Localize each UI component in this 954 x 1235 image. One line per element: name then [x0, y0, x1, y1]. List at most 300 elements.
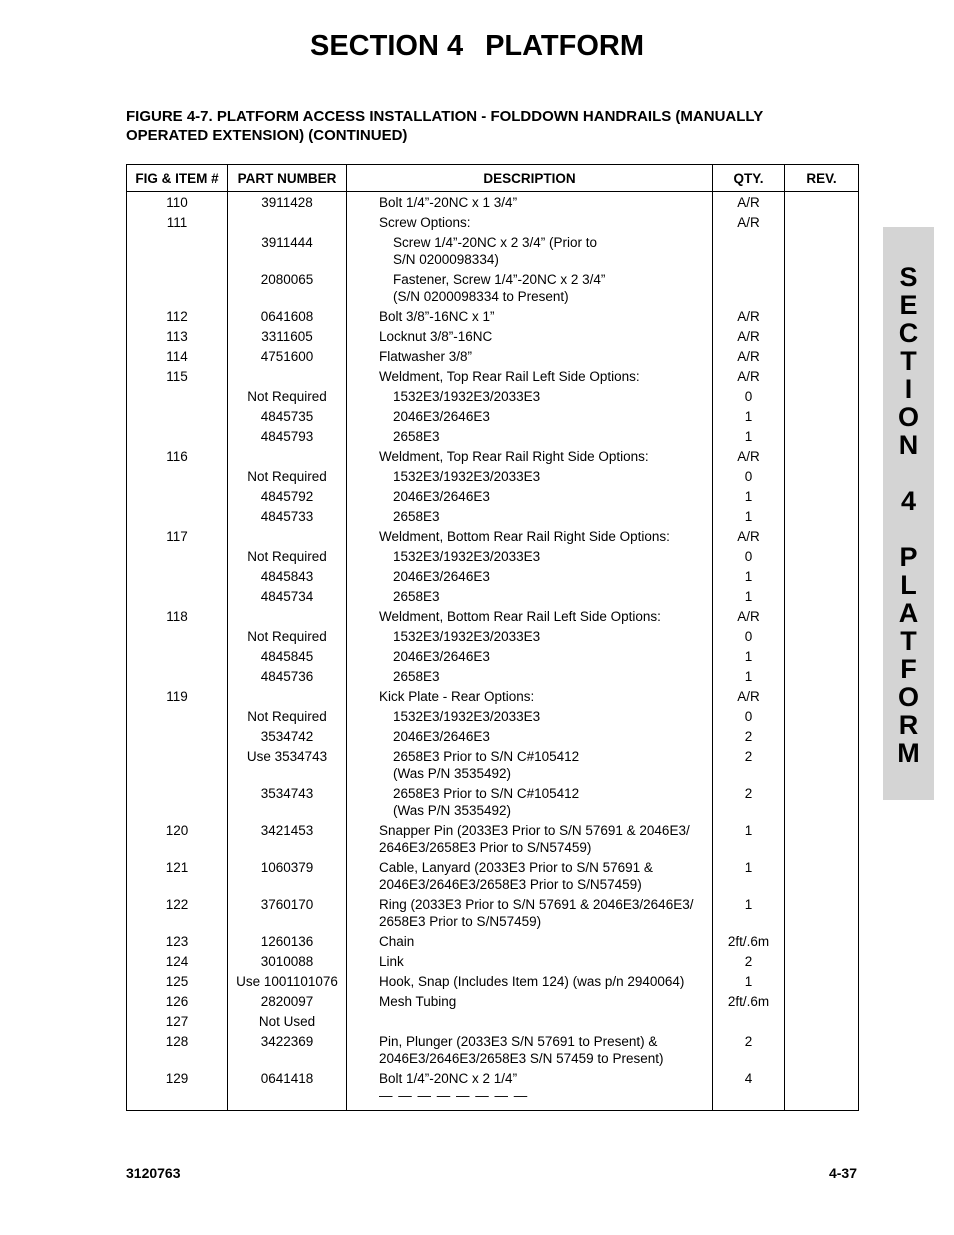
side-tab-letter: C	[898, 318, 919, 348]
cell-qty	[713, 527, 785, 547]
table-row	[127, 747, 859, 784]
cell-rev	[785, 567, 859, 587]
table-row	[127, 467, 859, 487]
cell-description	[347, 667, 713, 687]
cell-part-number	[228, 192, 347, 213]
cell-qty-text: 0	[744, 549, 753, 564]
side-tab-letter: 4	[900, 486, 917, 516]
figure-title-line2: OPERATED EXTENSION) (CONTINUED)	[126, 127, 408, 144]
cell-item	[127, 367, 228, 387]
cell-description-line2: 2658E3 Prior to S/N57459)	[379, 914, 542, 929]
cell-description-text: 1532E3/1932E3/2033E3	[393, 469, 541, 484]
cell-rev	[785, 627, 859, 647]
cell-part-number	[228, 952, 347, 972]
cell-description-text: Weldment, Top Rear Rail Right Side Options:	[379, 449, 649, 464]
cell-part-number-text: 3422369	[260, 1034, 314, 1049]
cell-part-number-text: Use 3534743	[246, 749, 328, 764]
cell-item	[127, 667, 228, 687]
cell-description-text: 2658E3 Prior to S/N C#105412	[393, 749, 580, 764]
cell-description-text: Screw 1/4”-20NC x 2 3/4” (Prior to	[393, 235, 598, 250]
cell-part-number	[228, 858, 347, 895]
document-number: 3120763	[126, 1165, 181, 1181]
table-row	[127, 895, 859, 932]
cell-description	[347, 192, 713, 213]
column-header-fig-item: FIG & ITEM #	[127, 165, 228, 192]
cell-rev	[785, 307, 859, 327]
cell-description	[347, 1069, 713, 1111]
table-row	[127, 607, 859, 627]
cell-description	[347, 270, 713, 307]
cell-qty-text: 1	[744, 429, 753, 444]
cell-rev	[785, 407, 859, 427]
cell-item	[127, 487, 228, 507]
cell-item	[127, 233, 228, 270]
cell-rev	[785, 427, 859, 447]
table-row	[127, 487, 859, 507]
cell-description-line2: (Was P/N 3535492)	[393, 803, 512, 818]
cell-description-text: 1532E3/1932E3/2033E3	[393, 709, 541, 724]
cell-rev	[785, 972, 859, 992]
cell-description-line2: 2046E3/2646E3/2658E3 Prior to S/N57459)	[379, 877, 642, 892]
side-tab-letter: O	[897, 682, 919, 712]
cell-item	[127, 952, 228, 972]
cell-qty-text: 1	[744, 589, 753, 604]
cell-description	[347, 952, 713, 972]
cell-description	[347, 367, 713, 387]
cell-part-number-text: 4845734	[260, 589, 314, 604]
cell-rev	[785, 952, 859, 972]
figure-title	[126, 107, 846, 145]
cell-item	[127, 895, 228, 932]
cell-part-number-text: 4845733	[260, 509, 314, 524]
cell-part-number	[228, 932, 347, 952]
cell-item-text: 111	[166, 215, 188, 230]
cell-description	[347, 467, 713, 487]
cell-qty-text: 1	[744, 409, 753, 424]
cell-rev	[785, 647, 859, 667]
cell-part-number-text: Use 1001101076	[236, 974, 338, 989]
cell-description	[347, 407, 713, 427]
cell-qty-text: 1	[744, 974, 753, 989]
cell-part-number	[228, 667, 347, 687]
cell-description-text: 2046E3/2646E3	[393, 489, 490, 504]
cell-description	[347, 727, 713, 747]
cell-item-text: 119	[166, 689, 188, 704]
cell-item	[127, 747, 228, 784]
cell-part-number	[228, 233, 347, 270]
cell-part-number-text: Not Required	[247, 549, 327, 564]
cell-description-text: Screw Options:	[379, 215, 471, 230]
cell-part-number-text: 3911428	[261, 195, 313, 210]
cell-qty-text: 1	[744, 649, 753, 664]
cell-item	[127, 727, 228, 747]
cell-qty	[713, 192, 785, 213]
cell-item-text: 120	[165, 823, 189, 838]
side-tab-spacer	[883, 515, 934, 543]
cell-qty	[713, 447, 785, 467]
section-title: PLATFORM	[485, 30, 645, 62]
cell-description-text: Mesh Tubing	[379, 994, 457, 1009]
cell-rev	[785, 1012, 859, 1032]
cell-part-number	[228, 1032, 347, 1069]
cell-description-text: 2658E3	[393, 429, 440, 444]
table-row	[127, 307, 859, 327]
cell-qty-text: 2	[744, 954, 753, 969]
cell-rev	[785, 821, 859, 858]
cell-item	[127, 687, 228, 707]
cell-item-text: 126	[165, 994, 189, 1009]
side-tab-letter: N	[898, 430, 919, 460]
cell-rev	[785, 727, 859, 747]
cell-part-number	[228, 213, 347, 233]
cell-qty	[713, 1069, 785, 1111]
section-number: SECTION 4	[309, 30, 464, 62]
cell-part-number-text: 3010088	[260, 954, 314, 969]
cell-rev	[785, 667, 859, 687]
table-row	[127, 992, 859, 1012]
cell-part-number	[228, 547, 347, 567]
table-row	[127, 727, 859, 747]
cell-description-text: 2658E3	[393, 589, 440, 604]
cell-item-text: 123	[165, 934, 189, 949]
cell-qty-text: 0	[744, 469, 753, 484]
cell-item-text: 116	[166, 449, 188, 464]
side-tab-letter: T	[900, 346, 917, 376]
cell-description-text: 2046E3/2646E3	[393, 649, 490, 664]
cell-item-text: 112	[166, 309, 188, 324]
cell-qty	[713, 487, 785, 507]
cell-item	[127, 467, 228, 487]
cell-description	[347, 895, 713, 932]
cell-qty	[713, 213, 785, 233]
cell-qty	[713, 547, 785, 567]
cell-rev	[785, 347, 859, 367]
side-tab-letter: M	[897, 738, 920, 768]
side-tab-letter: T	[900, 626, 917, 656]
column-header-rev: REV.	[785, 165, 859, 192]
cell-rev	[785, 213, 859, 233]
cell-item	[127, 547, 228, 567]
side-tab-letter: O	[897, 402, 919, 432]
cell-part-number	[228, 587, 347, 607]
cell-qty	[713, 992, 785, 1012]
cell-item-text: 129	[165, 1071, 189, 1086]
cell-rev	[785, 687, 859, 707]
cell-rev	[785, 895, 859, 932]
column-header-part-number: PART NUMBER	[228, 165, 347, 192]
table-row	[127, 567, 859, 587]
table-row	[127, 1069, 859, 1111]
parts-table	[126, 164, 859, 1111]
cell-part-number	[228, 647, 347, 667]
cell-description-text: 2658E3	[393, 669, 440, 684]
cell-part-number	[228, 747, 347, 784]
cell-part-number-text: Not Used	[258, 1014, 316, 1029]
table-row	[127, 627, 859, 647]
side-tab-letter: F	[900, 654, 917, 684]
cell-part-number	[228, 687, 347, 707]
cell-qty	[713, 587, 785, 607]
cell-description-text: 1532E3/1932E3/2033E3	[393, 629, 541, 644]
page-number: 4-37	[828, 1165, 857, 1181]
cell-qty	[713, 567, 785, 587]
cell-rev	[785, 1069, 859, 1111]
table-row	[127, 932, 859, 952]
table-row	[127, 952, 859, 972]
side-tab-letter: S	[899, 262, 918, 292]
cell-item	[127, 784, 228, 821]
cell-description	[347, 992, 713, 1012]
cell-description	[347, 607, 713, 627]
cell-description	[347, 427, 713, 447]
cell-qty-text: 2ft/.6m	[727, 994, 770, 1009]
cell-rev	[785, 547, 859, 567]
cell-part-number-text: Not Required	[247, 469, 327, 484]
cell-part-number	[228, 607, 347, 627]
cell-item	[127, 387, 228, 407]
table-row	[127, 784, 859, 821]
side-tab-letter: R	[898, 710, 919, 740]
cell-qty	[713, 932, 785, 952]
side-tab-letter: E	[899, 290, 918, 320]
cell-qty	[713, 270, 785, 307]
cell-part-number-text: 1060379	[260, 860, 314, 875]
cell-description-text: 2658E3	[393, 509, 440, 524]
cell-item	[127, 427, 228, 447]
cell-item	[127, 587, 228, 607]
cell-qty-text: 1	[744, 823, 753, 838]
cell-part-number	[228, 447, 347, 467]
cell-rev	[785, 270, 859, 307]
cell-part-number-text: Not Required	[247, 389, 327, 404]
cell-rev	[785, 467, 859, 487]
table-row	[127, 527, 859, 547]
table-row	[127, 667, 859, 687]
cell-part-number-text: 4751600	[260, 349, 314, 364]
cell-part-number-text: 0641418	[260, 1071, 314, 1086]
cell-item	[127, 932, 228, 952]
cell-description	[347, 627, 713, 647]
cell-part-number-text: Not Required	[247, 629, 327, 644]
cell-description-line2: (Was P/N 3535492)	[393, 766, 512, 781]
cell-qty	[713, 858, 785, 895]
cell-item	[127, 1012, 228, 1032]
side-tab-letters	[883, 263, 934, 767]
cell-description	[347, 1032, 713, 1069]
cell-item	[127, 527, 228, 547]
cell-part-number-text: 4845843	[260, 569, 314, 584]
cell-description-text: 2046E3/2646E3	[393, 569, 490, 584]
cell-description-line2: 2046E3/2646E3/2658E3 S/N 57459 to Present)	[379, 1051, 664, 1066]
cell-item-text: 128	[165, 1034, 189, 1049]
cell-qty	[713, 952, 785, 972]
table-row	[127, 587, 859, 607]
cell-part-number	[228, 1069, 347, 1111]
cell-rev	[785, 233, 859, 270]
cell-qty	[713, 895, 785, 932]
cell-rev	[785, 784, 859, 821]
cell-part-number	[228, 507, 347, 527]
cell-part-number	[228, 407, 347, 427]
cell-qty-text: 0	[744, 629, 753, 644]
cell-description	[347, 447, 713, 467]
table-header-row	[127, 165, 859, 192]
cell-description	[347, 1012, 713, 1032]
table-row	[127, 972, 859, 992]
table-row	[127, 192, 859, 213]
cell-description	[347, 784, 713, 821]
cell-description	[347, 567, 713, 587]
cell-item	[127, 1069, 228, 1111]
cell-qty-text: A/R	[737, 369, 760, 384]
cell-description	[347, 821, 713, 858]
cell-description-text: Weldment, Top Rear Rail Left Side Options:	[379, 369, 640, 384]
cell-rev	[785, 487, 859, 507]
cell-item-text: 122	[165, 897, 189, 912]
side-tab-spacer	[883, 459, 934, 487]
cell-description	[347, 213, 713, 233]
cell-qty-text: A/R	[737, 529, 760, 544]
table-row	[127, 1032, 859, 1069]
cell-part-number	[228, 367, 347, 387]
cell-item	[127, 192, 228, 213]
cell-item-text: 127	[165, 1014, 189, 1029]
cell-part-number-text: 3760170	[260, 897, 314, 912]
cell-description-text: Locknut 3/8”-16NC	[379, 329, 493, 344]
cell-qty-text: 1	[744, 860, 753, 875]
cell-item	[127, 347, 228, 367]
cell-description-text: Bolt 3/8”-16NC x 1”	[379, 309, 495, 324]
cell-part-number-text: 3534742	[260, 729, 314, 744]
cell-qty-text: 4	[744, 1071, 753, 1086]
cell-qty	[713, 687, 785, 707]
cell-description	[347, 587, 713, 607]
cell-part-number-text: 3911444	[261, 235, 313, 250]
column-header-qty: QTY.	[713, 165, 785, 192]
cell-description	[347, 327, 713, 347]
cell-qty	[713, 667, 785, 687]
cell-description	[347, 387, 713, 407]
cell-part-number	[228, 467, 347, 487]
cell-description-text: Pin, Plunger (2033E3 S/N 57691 to Present) &	[379, 1034, 658, 1049]
cell-rev	[785, 367, 859, 387]
cell-item	[127, 507, 228, 527]
cell-item-text: 117	[166, 529, 188, 544]
cell-rev	[785, 387, 859, 407]
cell-description-text: Bolt 1/4”-20NC x 1 3/4”	[379, 195, 518, 210]
cell-qty	[713, 347, 785, 367]
cell-description-text: Bolt 1/4”-20NC x 2 1/4”	[379, 1071, 518, 1086]
cell-item-text: 115	[166, 369, 188, 384]
cell-description	[347, 932, 713, 952]
cell-item	[127, 607, 228, 627]
cell-description-text: 2658E3 Prior to S/N C#105412	[393, 786, 580, 801]
cell-qty	[713, 821, 785, 858]
cell-part-number	[228, 727, 347, 747]
cell-qty-text: 2	[744, 749, 753, 764]
cell-part-number-text: 4845793	[260, 429, 314, 444]
cell-part-number-text: 3311605	[261, 329, 313, 344]
cell-part-number-text: 4845792	[260, 489, 314, 504]
cell-item	[127, 858, 228, 895]
cell-item	[127, 307, 228, 327]
cell-part-number-text: 4845736	[260, 669, 314, 684]
cell-part-number	[228, 327, 347, 347]
cell-qty	[713, 647, 785, 667]
cell-qty	[713, 307, 785, 327]
cell-description-line2: — — — — — — — —	[379, 1088, 529, 1103]
cell-rev	[785, 447, 859, 467]
table-row	[127, 387, 859, 407]
cell-item	[127, 972, 228, 992]
column-header-description: DESCRIPTION	[347, 165, 713, 192]
cell-description-text: Hook, Snap (Includes Item 124) (was p/n 2940064)	[379, 974, 685, 989]
cell-description	[347, 647, 713, 667]
cell-qty-text: A/R	[737, 309, 760, 324]
cell-description-text: 1532E3/1932E3/2033E3	[393, 549, 541, 564]
cell-description-text: Cable, Lanyard (2033E3 Prior to S/N 57691 &	[379, 860, 653, 875]
section-header	[0, 30, 954, 63]
cell-item	[127, 647, 228, 667]
side-tab-letter: L	[900, 570, 917, 600]
table-row	[127, 547, 859, 567]
side-tab-letter: I	[904, 374, 913, 404]
cell-item	[127, 627, 228, 647]
cell-part-number	[228, 972, 347, 992]
cell-qty-text: 1	[744, 897, 753, 912]
cell-item-text: 113	[166, 329, 188, 344]
cell-part-number	[228, 307, 347, 327]
section-side-tab	[883, 227, 934, 800]
table-row	[127, 687, 859, 707]
cell-qty-text: 2	[744, 729, 753, 744]
cell-part-number-text: 3534743	[260, 786, 314, 801]
cell-description	[347, 687, 713, 707]
side-tab-letter: P	[899, 542, 918, 572]
cell-qty	[713, 1032, 785, 1069]
table-row	[127, 270, 859, 307]
cell-description	[347, 507, 713, 527]
cell-rev	[785, 192, 859, 213]
cell-rev	[785, 858, 859, 895]
cell-qty-text: 2	[744, 1034, 753, 1049]
cell-item	[127, 567, 228, 587]
cell-description	[347, 307, 713, 327]
cell-part-number-text: 2080065	[260, 272, 314, 287]
cell-rev	[785, 932, 859, 952]
cell-description-line2: (S/N 0200098334 to Present)	[393, 289, 569, 304]
cell-qty	[713, 627, 785, 647]
side-tab-letter: A	[898, 598, 919, 628]
cell-description-text: Weldment, Bottom Rear Rail Right Side Options:	[379, 529, 670, 544]
cell-qty-text: A/R	[737, 449, 760, 464]
cell-qty	[713, 327, 785, 347]
cell-rev	[785, 1032, 859, 1069]
cell-rev	[785, 992, 859, 1012]
cell-qty	[713, 727, 785, 747]
cell-part-number	[228, 1012, 347, 1032]
cell-qty	[713, 407, 785, 427]
cell-qty-text: A/R	[737, 349, 760, 364]
parts-table-body	[127, 192, 859, 1111]
cell-part-number-text: 0641608	[260, 309, 314, 324]
cell-qty-text: 2	[744, 786, 753, 801]
cell-rev	[785, 327, 859, 347]
cell-qty	[713, 784, 785, 821]
cell-qty	[713, 972, 785, 992]
cell-qty-text: 1	[744, 669, 753, 684]
cell-qty-text: 1	[744, 569, 753, 584]
